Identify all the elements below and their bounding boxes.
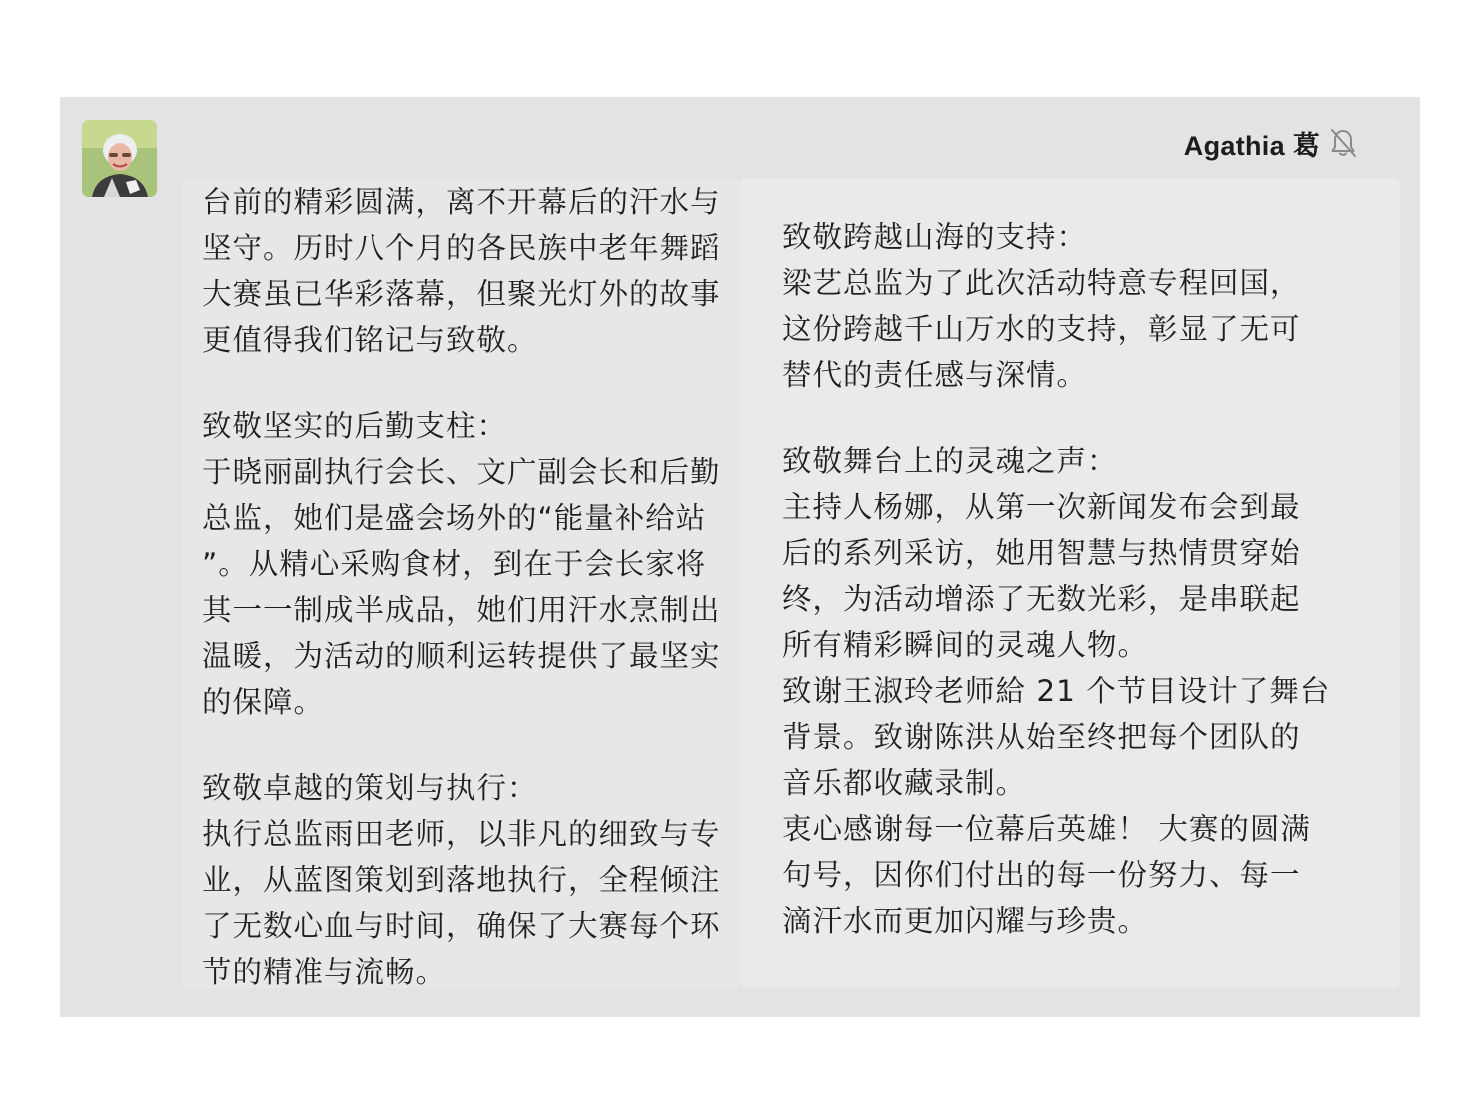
avatar-portrait-icon: [82, 120, 157, 197]
message-line: 坚守。历时八个月的各民族中老年舞蹈: [202, 231, 721, 265]
message-line: 的保障。: [202, 685, 325, 719]
message-line: 音乐都收藏录制。: [782, 766, 1027, 800]
message-line: 业，从蓝图策划到落地执行，全程倾注: [202, 863, 721, 897]
section-heading: 致敬坚实的后勤支柱：: [202, 409, 508, 443]
message-line: 梁艺总监为了此次活动特意专程回国，: [782, 266, 1301, 300]
message-line: 替代的责任感与深情。: [782, 358, 1088, 392]
section-heading: 致敬舞台上的灵魂之声：: [782, 444, 1118, 478]
section-heading: 致敬跨越山海的支持：: [782, 220, 1088, 254]
sender-header: [1150, 120, 1358, 166]
avatar[interactable]: [82, 120, 157, 197]
message-line: 所有精彩瞬间的灵魂人物。: [782, 628, 1149, 662]
message-line: 句号，因你们付出的每一份努力、每一: [782, 858, 1301, 892]
message-line: 执行总监雨田老师，以非凡的细致与专: [202, 817, 721, 851]
bell-muted-icon[interactable]: [1328, 127, 1358, 159]
message-line: 致谢王淑玲老师給 21 个节目设计了舞台: [782, 674, 1331, 708]
message-line: 这份跨越千山万水的支持，彰显了无可: [782, 312, 1301, 346]
message-line: ”。从精心采购食材，到在于会长家将: [202, 547, 707, 581]
message-line: 于晓丽副执行会长、文广副会长和后勤: [202, 455, 721, 489]
message-line: 主持人杨娜，从第一次新闻发布会到最: [782, 490, 1301, 524]
message-line: 衷心感谢每一位幕后英雄！ 大赛的圆满: [782, 812, 1311, 846]
message-line: 总监，她们是盛会场外的“能量补给站: [202, 501, 707, 535]
paragraph-gap: [202, 363, 740, 403]
paragraph-gap: [202, 725, 740, 765]
message-line: 节的精准与流畅。: [202, 955, 447, 989]
message-line: 温暖，为活动的顺利运转提供了最坚实: [202, 639, 721, 673]
message-line: 了无数心血与时间，确保了大赛每个环: [202, 909, 721, 943]
message-line: 背景。致谢陈洪从始至终把每个团队的: [782, 720, 1301, 754]
message-line: 后的系列采访，她用智慧与热情贯穿始: [782, 536, 1301, 570]
message-line: 终，为活动增添了无数光彩，是串联起: [782, 582, 1301, 616]
message-line: 更值得我们铭记与致敬。: [202, 323, 538, 357]
sender-name[interactable]: Agathia 葛: [1183, 130, 1320, 161]
message-line: 台前的精彩圆满，离不开幕后的汗水与: [202, 185, 721, 219]
section-heading: 致敬卓越的策划与执行：: [202, 771, 538, 805]
message-line: 其一一制成半成品，她们用汗水烹制出: [202, 593, 721, 627]
message-text-left: [202, 179, 740, 995]
message-text-right: [782, 214, 1382, 944]
paragraph-gap: [782, 398, 1382, 438]
message-line: 大赛虽已华彩落幕，但聚光灯外的故事: [202, 277, 721, 311]
message-line: 滴汗水而更加闪耀与珍贵。: [782, 904, 1149, 938]
